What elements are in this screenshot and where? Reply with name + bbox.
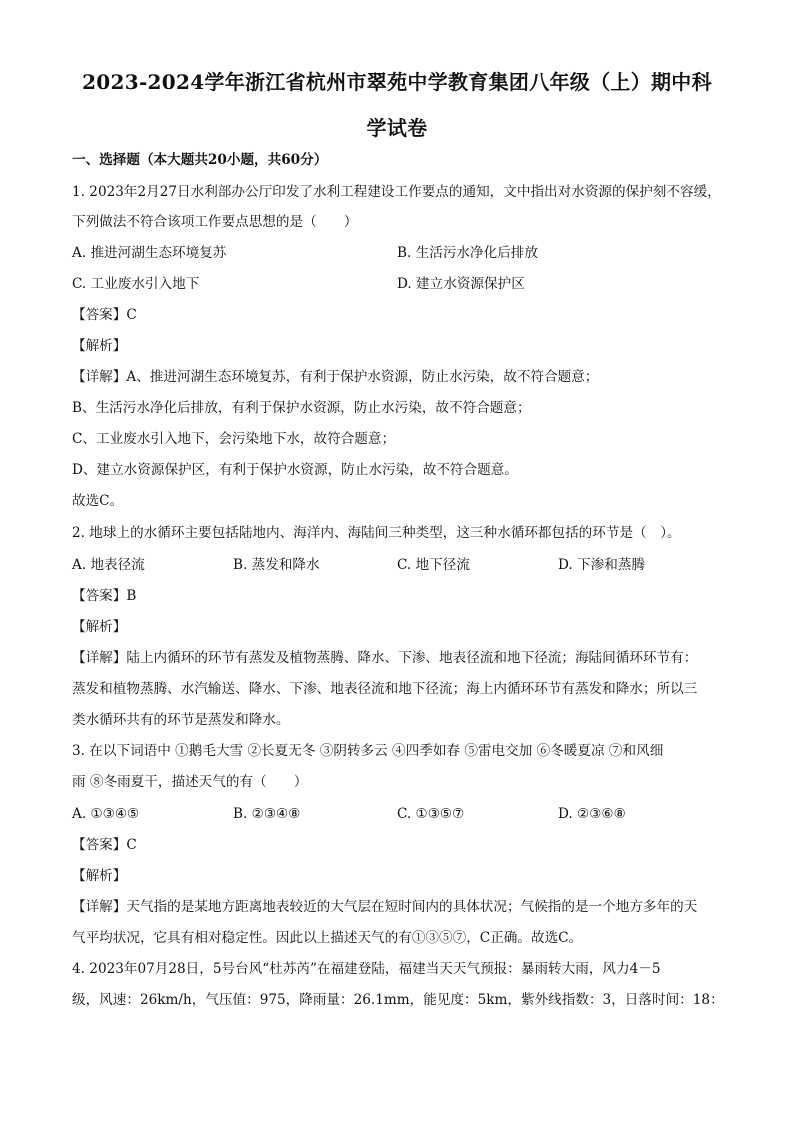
q1-option-a: A. 推进河湖生态环境复苏 — [72, 245, 227, 261]
q1-answer: 【答案】C — [72, 307, 137, 323]
exam-title-line-1: 2023-2024学年浙江省杭州市翠苑中学教育集团八年级（上）期中科 — [82, 70, 712, 94]
q2-stem: 2. 地球上的水循环主要包括陆地内、海洋内、海陆间三种类型，这三种水循环都包括的环节是（ ）。 — [72, 525, 681, 541]
exam-title-line-2: 学试卷 — [366, 116, 428, 140]
q3-answer: 【答案】C — [72, 837, 137, 853]
q2-analysis-label: 【解析】 — [72, 619, 127, 635]
q3-analysis-label: 【解析】 — [72, 868, 127, 884]
q1-analysis-label: 【解析】 — [72, 338, 127, 354]
q4-stem-line-1: 4. 2023年07月28日，5号台风“杜苏芮”在福建登陆，福建当天天气预报：暴雨转大雨，风力4－5 — [72, 961, 661, 977]
q2-option-b: B. 蒸发和降水 — [233, 557, 320, 573]
q1-detail-line-3: C、工业废水引入地下，会污染地下水，故符合题意； — [72, 431, 396, 447]
q3-option-b: B. ②③④⑧ — [233, 806, 301, 822]
q3-option-c: C. ①③⑤⑦ — [397, 806, 465, 822]
q2-option-d: D. 下渗和蒸腾 — [558, 557, 646, 573]
q1-conclusion: 故选C。 — [72, 493, 124, 509]
q1-detail-line-2: B、生活污水净化后排放，有利于保护水资源，防止水污染，故不符合题意； — [72, 400, 531, 416]
q3-option-d: D. ②③⑥⑧ — [558, 806, 626, 822]
section-heading: 一、选择题（本大题共20小题，共60分） — [72, 152, 328, 168]
q4-stem-line-2: 级，风速：26km/h，气压值：975，降雨量：26.1mm，能见度：5km，紫外线指数：3，日落时间：18： — [72, 992, 724, 1008]
q3-detail-line-1: 【详解】天气指的是某地方距离地表较近的大气层在短时间内的具体状况；气候指的是一个地方多年的天 — [72, 899, 698, 915]
q1-option-c: C. 工业废水引入地下 — [72, 276, 200, 292]
q1-option-b: B. 生活污水净化后排放 — [397, 245, 538, 261]
q1-detail-line-1: 【详解】A、推进河湖生态环境复苏，有利于保护水资源，防止水污染，故不符合题意； — [72, 369, 599, 385]
q2-answer: 【答案】B — [72, 588, 137, 604]
q2-option-a: A. 地表径流 — [72, 557, 145, 573]
q1-detail-line-4: D、建立水资源保护区，有利于保护水资源，防止水污染，故不符合题意。 — [72, 462, 518, 478]
q1-stem-line-1: 1. 2023年2月27日水利部办公厅印发了水利工程建设工作要点的通知，文中指出对水资源的保护刻不容缓， — [72, 184, 721, 200]
q3-detail-line-2: 气平均状况，它具有相对稳定性。因此以上描述天气的有①③⑤⑦，C正确。故选C。 — [72, 930, 583, 946]
q3-stem-line-1: 3. 在以下词语中 ①鹅毛大雪 ②长夏无冬 ③阴转多云 ④四季如春 ⑤雷电交加 ⑥冬暖夏凉 ⑦和风细 — [72, 743, 664, 759]
q1-option-d: D. 建立水资源保护区 — [397, 276, 525, 292]
q2-detail-line-3: 类水循环共有的环节是蒸发和降水。 — [72, 712, 290, 728]
q3-option-a: A. ①③④⑤ — [72, 806, 140, 822]
q2-detail-line-2: 蒸发和植物蒸腾、水汽输送、降水、下渗、地表径流和地下径流；海上内循环环节有蒸发和降水；所以三 — [72, 681, 698, 697]
q2-option-c: C. 地下径流 — [397, 557, 470, 573]
q2-detail-line-1: 【详解】陆上内循环的环节有蒸发及植物蒸腾、降水、下渗、地表径流和地下径流；海陆间循环环节有： — [72, 650, 698, 666]
q1-stem-line-2: 下列做法不符合该项工作要点思想的是（ ） — [72, 214, 358, 230]
q3-stem-line-2: 雨 ⑧冬雨夏干，描述天气的有（ ） — [72, 774, 308, 790]
